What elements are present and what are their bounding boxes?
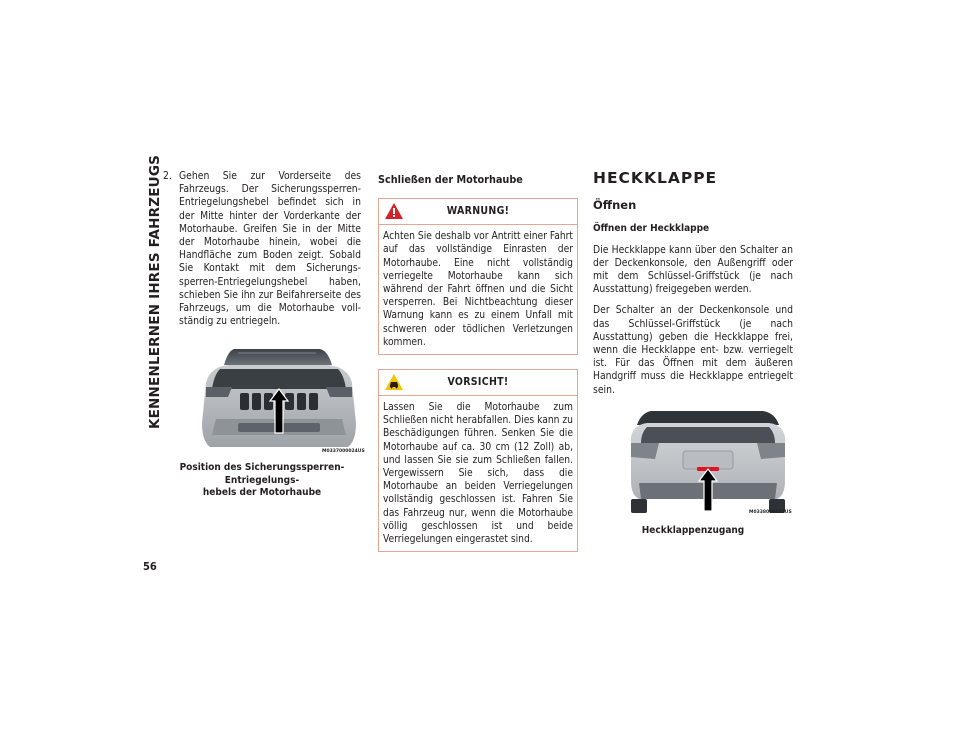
rear-car-illustration	[625, 407, 791, 517]
step-2	[163, 170, 361, 328]
hood-latch-figure	[198, 343, 365, 456]
paragraph-1: Die Heckklappe kann über den Schalter an der Deckenkonsole, den Außengriff oder mit dem Schlüssel-Griffstück (je nach Ausstattung) freigegeben werden.	[593, 243, 793, 296]
main-heading: HECKKLAPPE	[593, 169, 718, 187]
middle-column	[378, 170, 578, 552]
warning-label: WARNUNG!	[446, 205, 510, 218]
page-number: 56	[143, 560, 157, 573]
sub-subheading: Öffnen der Heckklappe	[593, 223, 710, 235]
subheading: Öffnen	[593, 198, 637, 213]
caution-box	[378, 369, 578, 552]
paragraph-2: Der Schalter an der Deckenkonsole und das Schlüssel-Griffstück (je nach Ausstattung) geben die Heckklappe frei, wenn die Heckklappe ent- bzw. verriegelt ist. Für das Öffnen mit dem äußeren Handgriff muss die Heckklappe entriegelt sein.	[593, 304, 793, 396]
caution-header	[379, 370, 577, 396]
chapter-title-text: KENNENLERNEN IHRES FAHRZEUGS	[147, 154, 163, 430]
figure-caption-line-1: Position des Sicherungssperren-Entriegelungs-	[179, 462, 345, 486]
figure-caption-line-2: hebels der Motorhaube	[202, 487, 322, 499]
front-car-illustration	[198, 343, 365, 456]
warning-header	[379, 199, 577, 225]
warning-text: Achten Sie deshalb vor Antritt einer Fahrt auf das vollständige Einrasten der Motorhaube. Eine nicht vollständig verriegelte Motorhaube kann sich während der Fahrt öffnen und die Sicht versperren. Bei Nichtbeachtung dieser Warnung kann es zu einem Unfall mit schweren oder tödlichen Verletzungen kommen.	[383, 231, 573, 348]
left-column	[163, 170, 365, 500]
figure-caption: Heckklappenzugang	[641, 524, 745, 536]
liftgate-figure	[625, 407, 791, 517]
caution-text: Lassen Sie die Motorhaube zum Schließen nicht herabfallen. Dies kann zu Beschädigungen führen. Senken Sie die Motorhaube auf ca. 30 cm (12 Zoll) ab, und lassen Sie sie zum Schließen fallen. Vergewissern Sie sich, dass die Motorhaube an beiden Verriegelungen vollständig geschlossen ist. Fahren Sie das Fahrzeug nur, wenn die Motorhaube völlig geschlossen ist und beide Verriegelungen eingerastet sind.	[383, 402, 573, 546]
figure-code: M0337000024US	[322, 449, 365, 455]
figure-code: M0338000052US	[749, 509, 792, 515]
warning-box	[378, 198, 578, 355]
section-heading: Schließen der Motorhaube	[378, 173, 523, 186]
step-text: Gehen Sie zur Vorderseite des Fahrzeugs. Der Sicherungssperren-Entriegelungshebel befindet sich in der Mitte hinter der Vorderkante der Motorhaube. Greifen Sie in der Mitte der Motorhaube hinein, wobei die Handfläche zum Boden zeigt. Sobald Sie Kontakt mit dem Sicherungssperren-Entriegelungshebel haben, schieben Sie ihn zur Beifahrerseite des Fahrzeugs, um die Motorhaube vollständig zu entriegeln.	[179, 170, 361, 328]
figure-caption	[163, 462, 361, 500]
caution-label: VORSICHT!	[447, 376, 509, 389]
step-number: 2.	[163, 170, 172, 182]
right-column	[593, 170, 793, 537]
